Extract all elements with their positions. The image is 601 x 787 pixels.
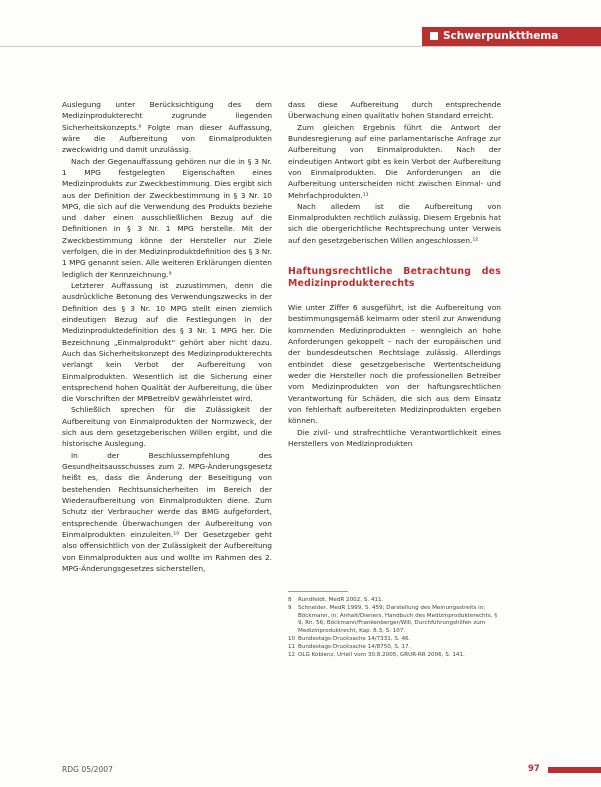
footer-accent-bar: [548, 767, 601, 773]
footnote: [288, 605, 500, 636]
footnote-number: 8: [288, 597, 292, 603]
footnote: [288, 597, 500, 605]
footnote-text: OLG Koblenz, Urteil vom 30.8.2005, GRUR-RR 2006, S. 141.: [298, 651, 465, 658]
paragraph: Nach alledem ist die Aufbereitung von Einmalprodukten rechtlich zulässig. Diesem Ergebnis hat sich die obergerichtliche Rechtsprechung unter Verweis auf den gesetzgeberischen Willen angeschlossen.¹²: [288, 201, 501, 245]
footnote-number: 9: [288, 604, 292, 611]
paragraph: Zum gleichen Ergebnis führt die Antwort der Bundesregierung auf eine parlamentarische Anfrage zur Aufbereitung von Einmalprodukten. Nach der eindeutigen Antwort gibt es kein Verbot der Aufbereitung von Einmalprodukten. Die Anforderungen an die Aufbereitung unterscheiden nicht zwischen Einmal- und Mehrfachprodukten.¹¹: [288, 122, 501, 200]
square-icon: [430, 32, 438, 40]
section-tag-label: Schwerpunktthema: [443, 30, 559, 42]
paragraph: Die zivil- und strafrechtliche Verantwortlichkeit eines Herstellers von Medizinprodukten: [288, 427, 501, 448]
footnote-number: 10: [288, 635, 296, 642]
footnote-rule: [288, 591, 348, 592]
page-number: 97: [528, 764, 540, 774]
section-heading: Haftungsrechtliche Betrachtung des Medizinprodukterechts: [288, 266, 501, 290]
footnote: [288, 652, 500, 660]
paragraph: Nach der Gegenauffassung gehören nur die in § 3 Nr. 1 MPG festgelegten Eigenschaften eines Medizinprodukts zur Zweckbestimmung. Dies ergibt sich aus der Definition der Zweckbestimmung in § 3 Nr. 10 MPG, die sich auf die Verwendung des Produkts beziehe und daher einen ausschließlichen Bezug auf die Definitionen in § 3 Nr. 1 MPG herstelle. Mit der Zweckbestimmung könne der Hersteller nur Ziele verfolgen, die in der Medizinproduktdefinition des § 3 Nr. 1 MPG genannt seien. Alle weiteren Erklärungen dienten lediglich der Kennzeichnung.⁹: [62, 156, 272, 279]
footnotes: [288, 597, 500, 659]
footnote-number: 11: [288, 643, 296, 650]
footnote-text: Rundfeldt, MedR 2002, S. 411.: [298, 597, 384, 603]
footnote-text: Bundestags-Drucksache 14/8750, S. 17.: [298, 643, 411, 650]
footnote: [288, 636, 500, 644]
left-column: [62, 99, 272, 574]
paragraph: Wie unter Ziffer 6 ausgeführt, ist die Aufbereitung von bestimmungsgemäß keimarm oder steril zur Anwendung kommenden Medizinprodukten – wenngleich an hohe Anforderungen gekoppelt – nach der europäischen und der bundesdeutschen Rechtslage zulässig. Allerdings entbindet diese gesetzgeberische Wertentscheidung weder die Hersteller noch die professionellen Betreiber vom Medizinprodukten von der haftungsrechtlichen Verantwortung für Schäden, die sich aus dem Einsatz von fehlerhaft aufbereiteten Medizinprodukten ergeben können.: [288, 303, 501, 426]
paragraph: Schließlich sprechen für die Zulässigkeit der Aufbereitung von Einmalprodukten der Normzweck, der sich aus dem gesetzgeberischen Willen ergibt, und die historische Auslegung.: [62, 405, 272, 449]
journal-issue: RDG 05/2007: [62, 765, 113, 774]
footnote: [288, 644, 500, 652]
header-rule: [0, 46, 601, 47]
footnote-text: Bundestags-Drucksache 14/7331, S. 46.: [298, 635, 411, 642]
footnote-text: Schneider, MedR 1999, S. 459; Darstellung des Meinungsstreits in: Böckmann, in: Anhalt/Dieners, Handbuch des Medizinprodukterechts, § 9, Rn. 56; Böckmann/Frankenberger/Will, Durchführungshilfen zum Medizinproduktrecht, Kap. 8.3, S. 107.: [298, 604, 498, 635]
paragraph: Auslegung unter Berücksichtigung des dem Medizinprodukterecht zugrunde liegenden Sicherheitskonzepts.⁹ Folgte man dieser Auffassung, wäre die Aufbereitung von Einmalprodukten zweckwidrig und damit unzulässig.: [62, 100, 272, 155]
paragraph: In der Beschlussempfehlung des Gesundheitsausschusses zum 2. MPG-Änderungsgesetz heißt es, dass die Änderung der Beseitigung von bestehenden Rechtsunsicherheiten im Bereich der Wiederaufbereitung von Einmalprodukten diene. Zum Schutz der Verbraucher werde das BMG aufgefordert, entsprechende Überwachungen der Aufbereitung von Einmalprodukten einzuleiten.¹⁰ Der Gesetzgeber geht also offensichtlich von der Zulässigkeit der Aufbereitung von Einmalprodukten aus und wollte im Rahmen des 2. MPG-Änderungsgesetzes sicherstellen,: [62, 450, 272, 573]
footnote-number: 12: [288, 651, 296, 658]
right-column: [288, 99, 501, 449]
paragraph: dass diese Aufbereitung durch entsprechende Überwachung einen qualitativ hohen Standard erreicht.: [288, 100, 501, 121]
paragraph: Letzterer Auffassung ist zuzustimmen, denn die ausdrückliche Betonung des Verwendungszwecks in der Definition des § 3 Nr. 10 MPG stellt einen ziemlich eindeutigen Bezug auf die Festlegungen in der Medizinproduktedefinition des § 3 Nr. 1 MPG her. Die Bezeichnung „Einmalprodukt“ gehört aber nicht dazu. Auch das Sicherheitskonzept des Medizinprodukterechts verlangt kein Verbot der Aufbereitung von Einmalprodukten. Wesentlich ist die Sicherung einer entsprechend hohen Qualität der Aufbereitung, die über die Vorschriften der MPBetreibV gewährleistet wird.: [62, 281, 272, 404]
section-tag: [422, 27, 601, 46]
